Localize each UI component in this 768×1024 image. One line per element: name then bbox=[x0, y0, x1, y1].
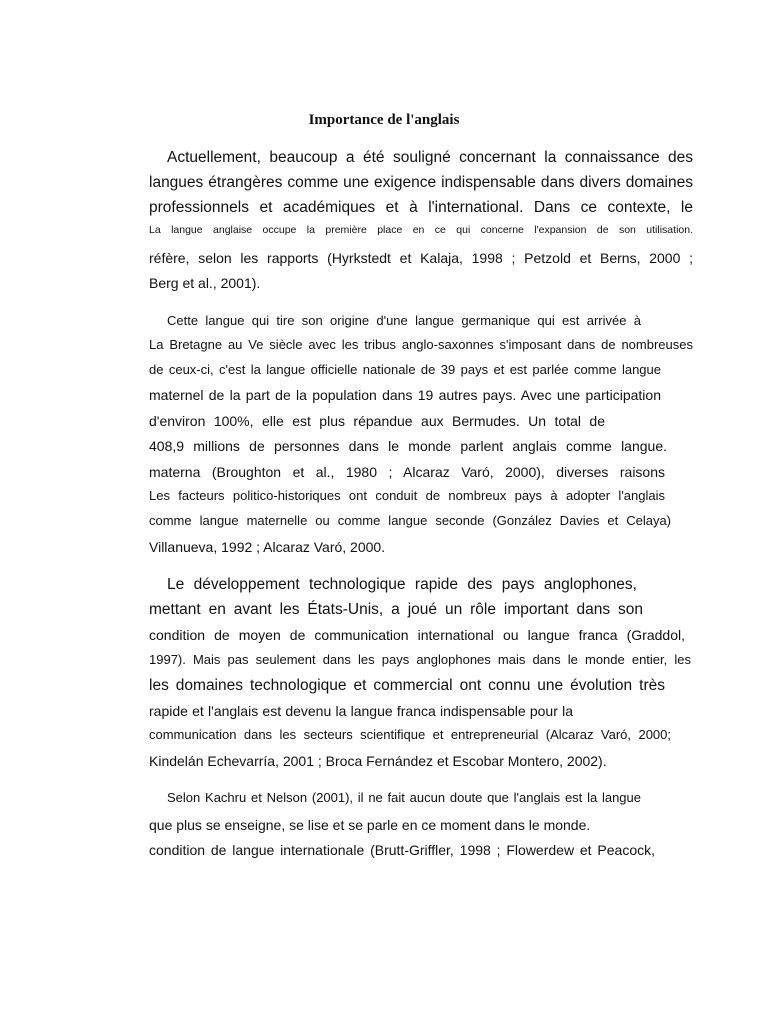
document-title: Importance de l'anglais bbox=[308, 112, 460, 128]
paragraph-line: materna (Broughton et al., 1980 ; Alcaraz Varó, 2000), diverses raisons bbox=[149, 464, 665, 480]
paragraph-line: Les facteurs politico-historiques ont conduit de nombreux pays à adopter l'anglais bbox=[149, 488, 665, 503]
paragraph-line: Actuellement, beaucoup a été souligné concernant la connaissance des bbox=[167, 149, 693, 166]
paragraph-line: condition de moyen de communication international ou langue franca (Graddol, bbox=[149, 627, 685, 643]
paragraph-line: 1997). Mais pas seulement dans les pays anglophones mais dans le monde entier, les bbox=[149, 652, 691, 667]
paragraph-line: comme langue maternelle ou comme langue seconde (González Davies et Celaya) bbox=[149, 513, 671, 528]
paragraph-line: réfère, selon les rapports (Hyrkstedt et Kalaja, 1998 ; Petzold et Berns, 2000 ; bbox=[149, 250, 693, 266]
paragraph-line: communication dans les secteurs scientifique et entrepreneurial (Alcaraz Varó, 2000; bbox=[149, 727, 671, 742]
paragraph-line: Cette langue qui tire son origine d'une langue germanique qui est arrivée à bbox=[167, 313, 641, 328]
paragraph-line: maternel de la part de la population dans 19 autres pays. Avec une participation bbox=[149, 387, 661, 403]
paragraph-line: langues étrangères comme une exigence indispensable dans divers domaines bbox=[149, 174, 693, 191]
paragraph-line: Selon Kachru et Nelson (2001), il ne fait aucun doute que l'anglais est la langue bbox=[167, 790, 641, 805]
paragraph-line: 408,9 millions de personnes dans le monde parlent anglais comme langue. bbox=[149, 438, 667, 454]
paragraph-line: rapide et l'anglais est devenu la langue franca indispensable pour la bbox=[149, 703, 573, 719]
paragraph-line: La Bretagne au Ve siècle avec les tribus anglo-saxonnes s'imposant dans de nombreuses bbox=[149, 337, 693, 352]
paragraph-line: Le développement technologique rapide des pays anglophones, bbox=[167, 576, 637, 593]
paragraph-line: Berg et al., 2001). bbox=[149, 275, 261, 291]
paragraph-line: que plus se enseigne, se lise et se parle en ce moment dans le monde. bbox=[149, 817, 591, 833]
paragraph-line: d'environ 100%, elle est plus répandue aux Bermudes. Un total de bbox=[149, 413, 605, 429]
paragraph-line: La langue anglaise occupe la première place en ce qui concerne l'expansion de son utilisation. bbox=[149, 224, 693, 236]
paragraph-line: condition de langue internationale (Brutt-Griffler, 1998 ; Flowerdew et Peacock, bbox=[149, 842, 655, 858]
paragraph-line: Villanueva, 1992 ; Alcaraz Varó, 2000. bbox=[149, 539, 386, 555]
paragraph-line: les domaines technologique et commercial ont connu une évolution très bbox=[149, 677, 665, 694]
paragraph-line: professionnels et académiques et à l'international. Dans ce contexte, le bbox=[149, 199, 693, 216]
paragraph-line: Kindelán Echevarría, 2001 ; Broca Fernández et Escobar Montero, 2002). bbox=[149, 753, 607, 769]
paragraph-line: de ceux-ci, c'est la langue officielle nationale de 39 pays et est parlée comme langue bbox=[149, 362, 661, 377]
paragraph-line: mettant en avant les États-Unis, a joué un rôle important dans son bbox=[149, 601, 643, 618]
